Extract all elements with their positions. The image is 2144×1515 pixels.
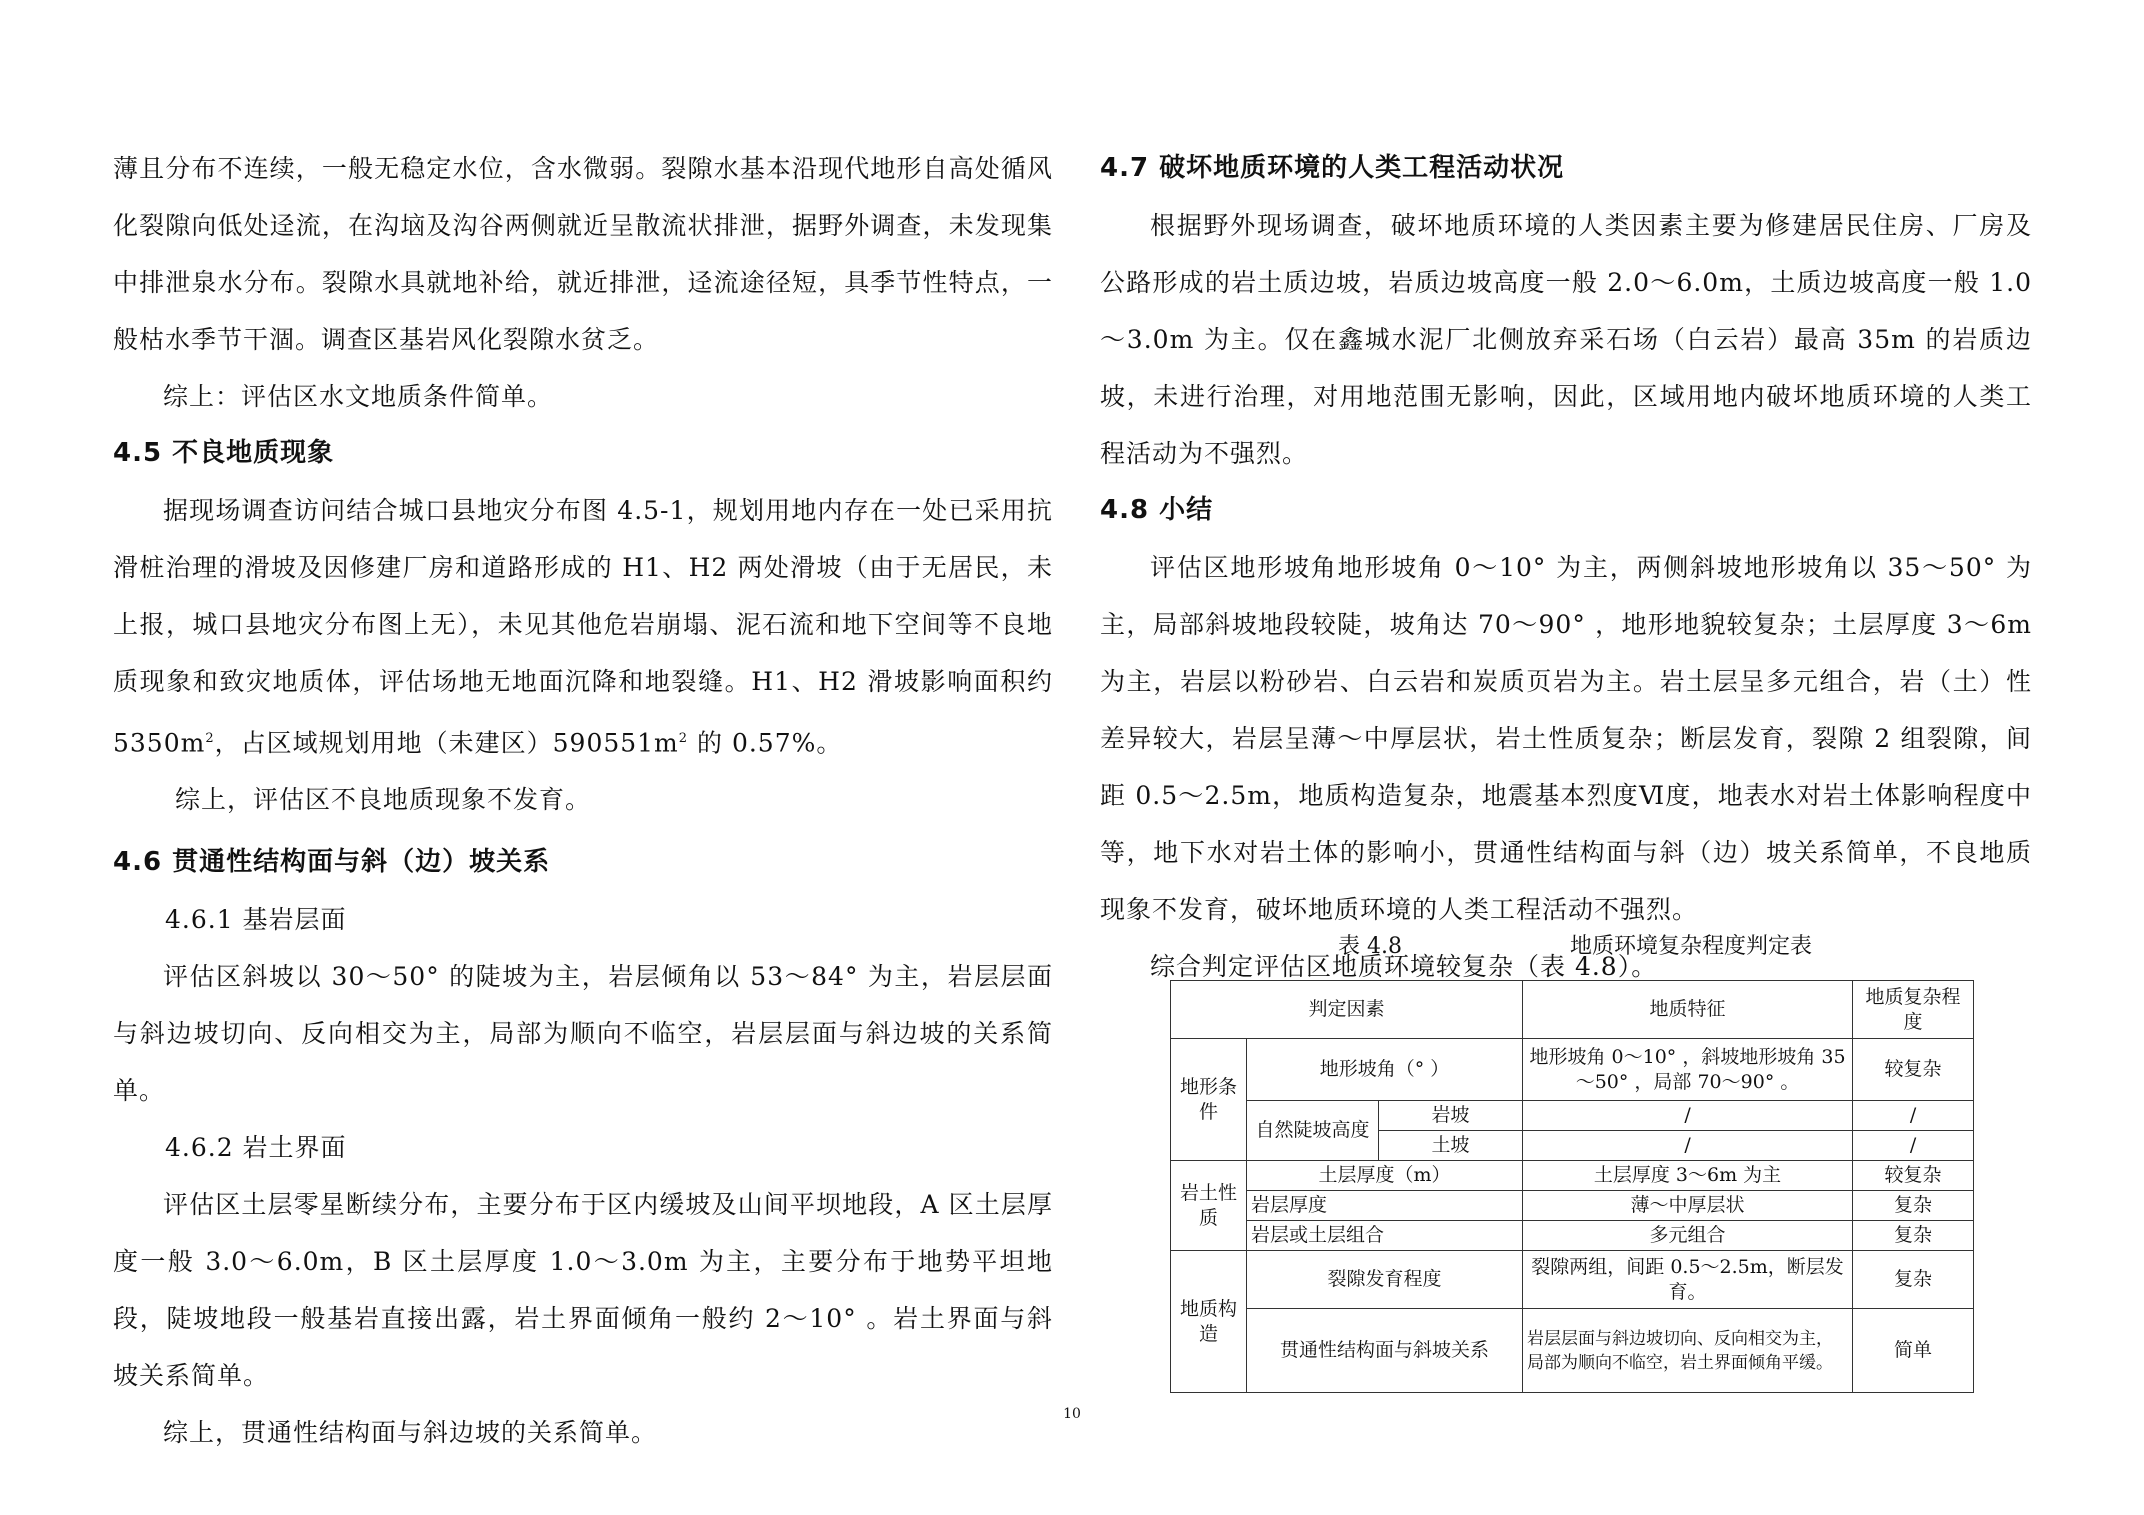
section-heading-4-7: 4.7 破坏地质环境的人类工程活动状况 (1100, 153, 1565, 183)
header-factor: 判定因素 (1171, 981, 1523, 1039)
paragraph: 薄且分布不连续，一般无稳定水位，含水微弱。裂隙水基本沿现代地形自高处循风化裂隙向低处迳流，在沟垴及沟谷两侧就近呈散流状排泄，据野外调查，未发现集中排泄泉水分布。裂隙水具就地补给，就近排泄，迳流途径短，具季节性特点，一般枯水季节干涸。调查区基岩风化裂隙水贫乏。 (113, 154, 1053, 354)
cell-rock-slope: 岩坡 (1379, 1101, 1523, 1131)
cell-slope-angle: 地形坡角（° ） (1247, 1039, 1523, 1101)
paragraph: 据现场调查访问结合城口县地灾分布图 4.5-1，规划用地内存在一处已采用抗滑桩治理的滑坡及因修建厂房和道路形成的 H1、H2 两处滑坡（由于无居民，未上报，城口县地灾分布图上无），未见其他危岩崩塌、泥石流和地下空间等不良地质现象和致灾地质体，评估场地无地面沉降和地裂缝。H1、H2 滑坡影响面积约 $5350m^2$，占区域规划用地（未建区）$590551m^2$ 的 0.57%。 (113, 496, 1053, 758)
cell-through-structure-feature: 岩层层面与斜边坡切向、反向相交为主，局部为顺向不临空，岩土界面倾角平缓。 (1523, 1309, 1853, 1393)
left-column (113, 140, 1053, 1461)
cell-slash: / (1523, 1131, 1853, 1161)
paragraph: 根据野外现场调查，破坏地质环境的人类因素主要为修建居民住房、厂房及公路形成的岩土质边坡，岩质边坡高度一般 2.0～6.0m，土质边坡高度一般 1.0～3.0m 为主。仅在鑫城水泥厂北侧放弃采石场（白云岩）最高 35m 的岩质边坡，未进行治理，对用地范围无影响，因此，区域用地内破坏地质环境的人类工程活动为不强烈。 (1100, 211, 2032, 468)
cell-soil-thickness: 土层厚度（m） (1247, 1161, 1523, 1191)
cell-slope-angle-feature: 地形坡角 0～10° ，斜坡地形坡角 35～50° ，局部 70～90° 。 (1523, 1039, 1853, 1101)
cell-slash: / (1853, 1101, 1974, 1131)
header-feature: 地质特征 (1523, 981, 1853, 1039)
paragraph: 评估区斜坡以 30～50° 的陡坡为主，岩层倾角以 53～84° 为主，岩层层面与斜边坡切向、反向相交为主，局部为顺向不临空，岩层层面与斜边坡的关系简单。 (113, 962, 1053, 1106)
cell-soil-thickness-feature: 土层厚度 3～6m 为主 (1523, 1161, 1853, 1191)
paragraph: 评估区地形坡角地形坡角 0～10° 为主，两侧斜坡地形坡角以 35～50° 为主，局部斜坡地段较陡，坡角达 70～90° ，地形地貌较复杂；土层厚度 3～6m 为主，岩层以粉砂岩、白云岩和炭质页岩为主。岩土层呈多元组合，岩（土）性差异较大，岩层呈薄～中厚层状，岩土性质复杂；断层发育，裂隙 2 组裂隙，间距 0.5～2.5m，地质构造复杂，地震基本烈度Ⅵ度，地表水对岩土体影响程度中等，地下水对岩土体的影响小，贯通性结构面与斜（边）坡关系简单，不良地质现象不发育，破坏地质环境的人类工程活动不强烈。 (1100, 553, 2032, 924)
cell-rock-thickness: 岩层厚度 (1247, 1191, 1523, 1221)
paragraph: 综上，评估区不良地质现象不发育。 (175, 785, 592, 815)
cell-slope-angle-level: 较复杂 (1853, 1039, 1974, 1101)
cell-rock-soil: 岩土性质 (1171, 1161, 1247, 1251)
cell-natural-slope: 自然陡坡高度 (1247, 1101, 1379, 1161)
cell-fissure-level: 复杂 (1853, 1251, 1974, 1309)
cell-terrain: 地形条件 (1171, 1039, 1247, 1161)
table-number: 表 4.8 (1338, 934, 1402, 959)
paragraph: 评估区土层零星断续分布，主要分布于区内缓坡及山间平坝地段，A 区土层厚度一般 3.0～6.0m，B 区土层厚度 1.0～3.0m 为主，主要分布于地势平坦地段，陡坡地段一般基岩直接出露，岩土界面倾角一般约 2～10° 。岩土界面与斜坡关系简单。 (113, 1190, 1053, 1391)
cell-slash: / (1523, 1101, 1853, 1131)
cell-soil-slope: 土坡 (1379, 1131, 1523, 1161)
cell-slash: / (1853, 1131, 1974, 1161)
page-number: 10 (1063, 1406, 1081, 1422)
right-column (1100, 140, 2032, 995)
subsection-heading-4-6-2: 4.6.2 岩土界面 (165, 1133, 347, 1163)
header-level: 地质复杂程度 (1853, 981, 1974, 1039)
paragraph: 综上，贯通性结构面与斜边坡的关系简单。 (163, 1418, 658, 1448)
cell-combination-feature: 多元组合 (1523, 1221, 1853, 1251)
paragraph: 综上：评估区水文地质条件简单。 (163, 382, 554, 411)
cell-combination-level: 复杂 (1853, 1221, 1974, 1251)
table-title: 地质环境复杂程度判定表 (1570, 934, 1813, 959)
subsection-heading-4-6-1: 4.6.1 基岩层面 (165, 905, 347, 935)
cell-rock-thickness-level: 复杂 (1853, 1191, 1974, 1221)
cell-fissure: 裂隙发育程度 (1247, 1251, 1523, 1309)
complexity-table (1170, 980, 1974, 1393)
section-heading-4-6: 4.6 贯通性结构面与斜（边）坡关系 (113, 847, 551, 878)
cell-through-structure-level: 简单 (1853, 1309, 1974, 1393)
cell-rock-thickness-feature: 薄～中厚层状 (1523, 1191, 1853, 1221)
section-heading-4-8: 4.8 小结 (1100, 495, 1214, 525)
cell-soil-thickness-level: 较复杂 (1853, 1161, 1974, 1191)
cell-geo-structure: 地质构造 (1171, 1251, 1247, 1393)
paragraph: 综合判定评估区地质环境较复杂（表 4.8）。 (1150, 952, 1658, 981)
cell-through-structure: 贯通性结构面与斜坡关系 (1247, 1309, 1523, 1393)
cell-combination: 岩层或土层组合 (1247, 1221, 1523, 1251)
cell-fissure-feature: 裂隙两组，间距 0.5～2.5m，断层发育。 (1523, 1251, 1853, 1309)
section-heading-4-5: 4.5 不良地质现象 (113, 438, 335, 468)
